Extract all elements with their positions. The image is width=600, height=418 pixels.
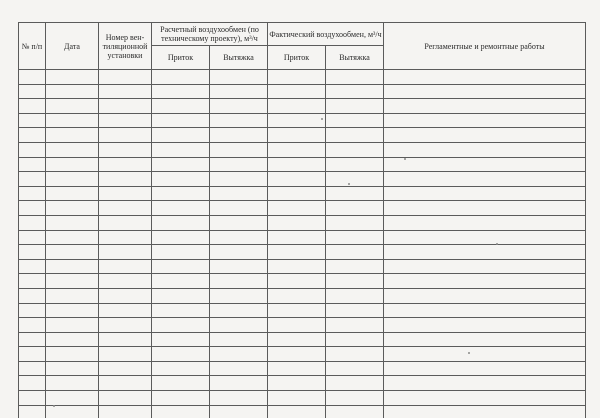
log-row bbox=[19, 361, 586, 376]
cell-works bbox=[384, 157, 586, 172]
cell-design-supply bbox=[152, 274, 210, 289]
cell-design-supply bbox=[152, 142, 210, 157]
header-design-airflow: Расчетный воздухообмен (по техническому проекту), м³/ч bbox=[152, 23, 268, 46]
cell-date bbox=[46, 347, 99, 362]
cell-date bbox=[46, 230, 99, 245]
cell-unit-number bbox=[99, 201, 152, 216]
cell-actual-supply bbox=[268, 245, 326, 260]
cell-design-supply bbox=[152, 405, 210, 418]
log-row bbox=[19, 128, 586, 143]
cell-works bbox=[384, 259, 586, 274]
cell-design-exhaust bbox=[210, 405, 268, 418]
log-row bbox=[19, 99, 586, 114]
cell-date bbox=[46, 288, 99, 303]
cell-date bbox=[46, 157, 99, 172]
cell-design-supply bbox=[152, 70, 210, 85]
cell-works bbox=[384, 303, 586, 318]
cell-actual-supply bbox=[268, 70, 326, 85]
cell-date bbox=[46, 332, 99, 347]
cell-unit-number bbox=[99, 215, 152, 230]
cell-number bbox=[19, 99, 46, 114]
cell-actual-exhaust bbox=[326, 186, 384, 201]
cell-design-exhaust bbox=[210, 201, 268, 216]
cell-actual-exhaust bbox=[326, 274, 384, 289]
cell-works bbox=[384, 128, 586, 143]
cell-number bbox=[19, 376, 46, 391]
cell-actual-exhaust bbox=[326, 113, 384, 128]
cell-actual-supply bbox=[268, 215, 326, 230]
cell-design-supply bbox=[152, 303, 210, 318]
cell-date bbox=[46, 318, 99, 333]
cell-actual-supply bbox=[268, 172, 326, 187]
cell-actual-exhaust bbox=[326, 157, 384, 172]
cell-actual-supply bbox=[268, 113, 326, 128]
log-row bbox=[19, 230, 586, 245]
cell-design-exhaust bbox=[210, 99, 268, 114]
cell-design-exhaust bbox=[210, 157, 268, 172]
cell-unit-number bbox=[99, 186, 152, 201]
cell-design-supply bbox=[152, 347, 210, 362]
header-number: № п/п bbox=[19, 23, 46, 70]
cell-actual-supply bbox=[268, 128, 326, 143]
cell-actual-supply bbox=[268, 230, 326, 245]
cell-works bbox=[384, 347, 586, 362]
log-row bbox=[19, 259, 586, 274]
header-unit-number: Номер вен-тиляционной установки bbox=[99, 23, 152, 70]
cell-date bbox=[46, 215, 99, 230]
cell-actual-exhaust bbox=[326, 347, 384, 362]
cell-date bbox=[46, 303, 99, 318]
cell-design-supply bbox=[152, 128, 210, 143]
cell-number bbox=[19, 157, 46, 172]
cell-design-supply bbox=[152, 288, 210, 303]
cell-number bbox=[19, 405, 46, 418]
cell-date bbox=[46, 376, 99, 391]
log-row bbox=[19, 376, 586, 391]
paper-speck bbox=[496, 243, 498, 245]
cell-actual-supply bbox=[268, 361, 326, 376]
log-row bbox=[19, 245, 586, 260]
cell-actual-exhaust bbox=[326, 215, 384, 230]
cell-actual-supply bbox=[268, 405, 326, 418]
cell-number bbox=[19, 274, 46, 289]
cell-actual-supply bbox=[268, 318, 326, 333]
cell-actual-supply bbox=[268, 201, 326, 216]
cell-works bbox=[384, 376, 586, 391]
cell-unit-number bbox=[99, 157, 152, 172]
cell-design-exhaust bbox=[210, 376, 268, 391]
cell-design-exhaust bbox=[210, 391, 268, 406]
cell-design-exhaust bbox=[210, 259, 268, 274]
cell-number bbox=[19, 332, 46, 347]
cell-actual-exhaust bbox=[326, 128, 384, 143]
cell-actual-supply bbox=[268, 376, 326, 391]
log-row bbox=[19, 157, 586, 172]
cell-actual-exhaust bbox=[326, 332, 384, 347]
cell-date bbox=[46, 274, 99, 289]
cell-date bbox=[46, 405, 99, 418]
cell-number bbox=[19, 361, 46, 376]
cell-works bbox=[384, 186, 586, 201]
cell-design-exhaust bbox=[210, 347, 268, 362]
cell-number bbox=[19, 245, 46, 260]
cell-unit-number bbox=[99, 361, 152, 376]
cell-actual-exhaust bbox=[326, 318, 384, 333]
header-actual-exhaust: Вытяжка bbox=[326, 46, 384, 70]
cell-design-supply bbox=[152, 84, 210, 99]
cell-actual-supply bbox=[268, 157, 326, 172]
cell-number bbox=[19, 230, 46, 245]
cell-actual-exhaust bbox=[326, 172, 384, 187]
log-row bbox=[19, 303, 586, 318]
cell-actual-supply bbox=[268, 142, 326, 157]
cell-design-exhaust bbox=[210, 70, 268, 85]
paper-speck bbox=[404, 158, 406, 160]
log-body bbox=[19, 70, 586, 418]
cell-works bbox=[384, 405, 586, 418]
cell-date bbox=[46, 142, 99, 157]
cell-actual-supply bbox=[268, 303, 326, 318]
cell-design-exhaust bbox=[210, 288, 268, 303]
log-row bbox=[19, 84, 586, 99]
cell-unit-number bbox=[99, 376, 152, 391]
cell-number bbox=[19, 318, 46, 333]
cell-date bbox=[46, 84, 99, 99]
cell-unit-number bbox=[99, 142, 152, 157]
header-works: Регламентные и ремонтные работы bbox=[384, 23, 586, 70]
cell-works bbox=[384, 113, 586, 128]
cell-design-exhaust bbox=[210, 274, 268, 289]
cell-works bbox=[384, 361, 586, 376]
cell-works bbox=[384, 274, 586, 289]
cell-actual-exhaust bbox=[326, 230, 384, 245]
log-row bbox=[19, 391, 586, 406]
cell-number bbox=[19, 142, 46, 157]
cell-unit-number bbox=[99, 391, 152, 406]
cell-unit-number bbox=[99, 274, 152, 289]
cell-number bbox=[19, 391, 46, 406]
cell-date bbox=[46, 70, 99, 85]
paper-speck bbox=[348, 183, 350, 185]
cell-design-exhaust bbox=[210, 215, 268, 230]
log-row bbox=[19, 274, 586, 289]
cell-works bbox=[384, 215, 586, 230]
cell-number bbox=[19, 70, 46, 85]
cell-design-supply bbox=[152, 157, 210, 172]
cell-actual-supply bbox=[268, 288, 326, 303]
cell-date bbox=[46, 113, 99, 128]
cell-design-exhaust bbox=[210, 142, 268, 157]
cell-unit-number bbox=[99, 172, 152, 187]
paper-speck bbox=[53, 405, 55, 407]
cell-actual-exhaust bbox=[326, 259, 384, 274]
cell-works bbox=[384, 318, 586, 333]
cell-actual-supply bbox=[268, 347, 326, 362]
cell-actual-exhaust bbox=[326, 303, 384, 318]
cell-date bbox=[46, 186, 99, 201]
log-row bbox=[19, 70, 586, 85]
log-row bbox=[19, 405, 586, 418]
cell-actual-exhaust bbox=[326, 376, 384, 391]
cell-date bbox=[46, 391, 99, 406]
cell-actual-supply bbox=[268, 274, 326, 289]
cell-design-exhaust bbox=[210, 172, 268, 187]
cell-unit-number bbox=[99, 84, 152, 99]
cell-number bbox=[19, 84, 46, 99]
cell-actual-exhaust bbox=[326, 391, 384, 406]
cell-number bbox=[19, 186, 46, 201]
cell-design-supply bbox=[152, 113, 210, 128]
header-design-supply: Приток bbox=[152, 46, 210, 70]
cell-date bbox=[46, 201, 99, 216]
cell-unit-number bbox=[99, 332, 152, 347]
cell-design-exhaust bbox=[210, 230, 268, 245]
cell-works bbox=[384, 332, 586, 347]
cell-design-supply bbox=[152, 201, 210, 216]
cell-works bbox=[384, 245, 586, 260]
cell-design-exhaust bbox=[210, 84, 268, 99]
cell-design-supply bbox=[152, 391, 210, 406]
cell-date bbox=[46, 172, 99, 187]
cell-actual-supply bbox=[268, 332, 326, 347]
log-row bbox=[19, 186, 586, 201]
cell-works bbox=[384, 70, 586, 85]
cell-unit-number bbox=[99, 259, 152, 274]
cell-works bbox=[384, 99, 586, 114]
cell-number bbox=[19, 347, 46, 362]
cell-actual-exhaust bbox=[326, 99, 384, 114]
cell-works bbox=[384, 84, 586, 99]
cell-actual-exhaust bbox=[326, 361, 384, 376]
cell-works bbox=[384, 172, 586, 187]
cell-date bbox=[46, 245, 99, 260]
cell-design-supply bbox=[152, 376, 210, 391]
cell-design-supply bbox=[152, 245, 210, 260]
cell-actual-exhaust bbox=[326, 84, 384, 99]
cell-design-supply bbox=[152, 99, 210, 114]
cell-design-exhaust bbox=[210, 186, 268, 201]
cell-number bbox=[19, 201, 46, 216]
header-design-exhaust: Вытяжка bbox=[210, 46, 268, 70]
log-row bbox=[19, 201, 586, 216]
cell-design-supply bbox=[152, 172, 210, 187]
cell-unit-number bbox=[99, 303, 152, 318]
cell-number bbox=[19, 128, 46, 143]
log-row bbox=[19, 318, 586, 333]
cell-unit-number bbox=[99, 288, 152, 303]
cell-unit-number bbox=[99, 99, 152, 114]
cell-design-supply bbox=[152, 259, 210, 274]
log-row bbox=[19, 347, 586, 362]
log-row bbox=[19, 215, 586, 230]
log-row bbox=[19, 142, 586, 157]
paper-speck bbox=[321, 118, 323, 120]
cell-works bbox=[384, 230, 586, 245]
log-row bbox=[19, 288, 586, 303]
cell-number bbox=[19, 288, 46, 303]
log-row bbox=[19, 172, 586, 187]
cell-design-exhaust bbox=[210, 318, 268, 333]
cell-unit-number bbox=[99, 405, 152, 418]
cell-design-supply bbox=[152, 318, 210, 333]
cell-works bbox=[384, 201, 586, 216]
header-date: Дата bbox=[46, 23, 99, 70]
cell-works bbox=[384, 142, 586, 157]
cell-number bbox=[19, 113, 46, 128]
cell-unit-number bbox=[99, 347, 152, 362]
cell-unit-number bbox=[99, 245, 152, 260]
cell-number bbox=[19, 259, 46, 274]
cell-design-exhaust bbox=[210, 128, 268, 143]
cell-design-supply bbox=[152, 230, 210, 245]
cell-actual-exhaust bbox=[326, 201, 384, 216]
cell-actual-exhaust bbox=[326, 288, 384, 303]
cell-design-supply bbox=[152, 361, 210, 376]
log-row bbox=[19, 332, 586, 347]
cell-actual-supply bbox=[268, 99, 326, 114]
cell-date bbox=[46, 99, 99, 114]
cell-actual-supply bbox=[268, 84, 326, 99]
cell-design-exhaust bbox=[210, 361, 268, 376]
header-actual-airflow: Фактический воздухообмен, м³/ч bbox=[268, 23, 384, 46]
cell-date bbox=[46, 361, 99, 376]
cell-works bbox=[384, 288, 586, 303]
cell-design-supply bbox=[152, 215, 210, 230]
cell-unit-number bbox=[99, 113, 152, 128]
cell-date bbox=[46, 259, 99, 274]
paper-speck bbox=[468, 352, 470, 354]
cell-unit-number bbox=[99, 128, 152, 143]
cell-actual-supply bbox=[268, 391, 326, 406]
cell-actual-exhaust bbox=[326, 405, 384, 418]
cell-design-exhaust bbox=[210, 332, 268, 347]
cell-actual-exhaust bbox=[326, 142, 384, 157]
cell-works bbox=[384, 391, 586, 406]
cell-design-exhaust bbox=[210, 303, 268, 318]
cell-design-supply bbox=[152, 332, 210, 347]
cell-unit-number bbox=[99, 70, 152, 85]
ventilation-log-table bbox=[18, 22, 586, 418]
cell-number bbox=[19, 172, 46, 187]
cell-design-exhaust bbox=[210, 245, 268, 260]
cell-design-exhaust bbox=[210, 113, 268, 128]
cell-actual-supply bbox=[268, 259, 326, 274]
cell-number bbox=[19, 303, 46, 318]
cell-actual-exhaust bbox=[326, 70, 384, 85]
cell-number bbox=[19, 215, 46, 230]
cell-design-supply bbox=[152, 186, 210, 201]
cell-unit-number bbox=[99, 318, 152, 333]
cell-actual-exhaust bbox=[326, 245, 384, 260]
header-actual-supply: Приток bbox=[268, 46, 326, 70]
log-row bbox=[19, 113, 586, 128]
cell-unit-number bbox=[99, 230, 152, 245]
cell-actual-supply bbox=[268, 186, 326, 201]
cell-date bbox=[46, 128, 99, 143]
